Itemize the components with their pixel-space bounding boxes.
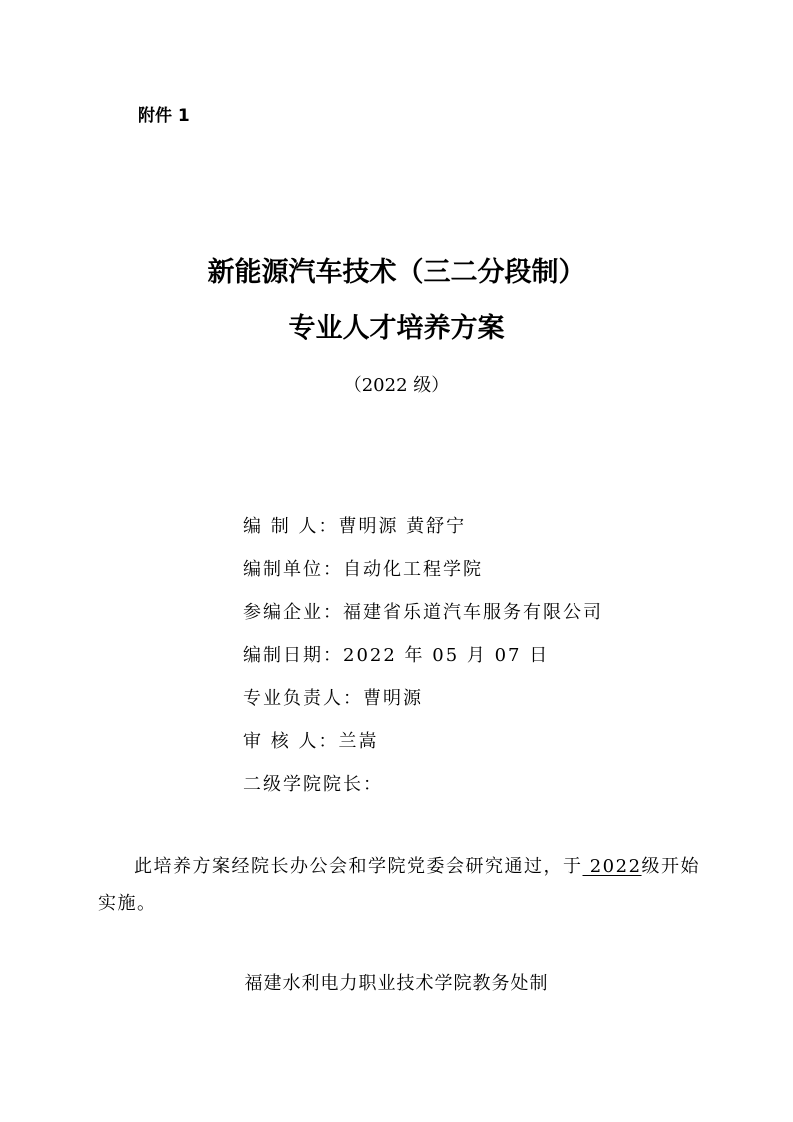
document-title-line2: 专业人才培养方案	[288, 313, 505, 344]
info-value-major-head: 曹明源	[363, 688, 423, 709]
issuer-footer: 福建水利电力职业技术学院教务处制	[244, 973, 549, 994]
info-label-reviewer: 审 核 人：	[243, 731, 339, 752]
info-label-unit: 编制单位：	[243, 559, 343, 580]
info-value-reviewer: 兰嵩	[338, 731, 379, 752]
approval-note-text-end: 级开始实施。	[98, 856, 701, 914]
info-value-enterprise: 福建省乐道汽车服务有限公司	[343, 602, 603, 623]
info-label-major-head: 专业负责人：	[243, 688, 363, 709]
info-row-dean	[243, 770, 603, 813]
info-row-compiler	[243, 512, 603, 555]
info-label-dean: 二级学院院长：	[243, 774, 383, 795]
approval-note-year: 2022	[582, 856, 642, 877]
approval-note	[98, 848, 708, 922]
info-label-enterprise: 参编企业：	[243, 602, 343, 623]
info-label-date: 编制日期：	[243, 645, 343, 666]
document-title-line1: 新能源汽车技术（三二分段制）	[207, 257, 586, 288]
info-row-major-head	[243, 684, 603, 727]
info-row-unit	[243, 555, 603, 598]
info-value-compiler: 曹明源 黄舒宁	[338, 516, 467, 537]
info-value-unit: 自动化工程学院	[343, 559, 483, 580]
info-block	[243, 512, 603, 813]
info-row-date	[243, 641, 603, 684]
attachment-label: 附件 1	[138, 106, 190, 126]
info-value-date: 2022 年 05 月 07 日	[343, 645, 550, 666]
info-row-reviewer	[243, 727, 603, 770]
info-row-enterprise	[243, 598, 603, 641]
approval-note-text: 此培养方案经院长办公会和学院党委会研究通过，于	[134, 856, 583, 877]
grade-label: （2022 级）	[343, 375, 450, 396]
info-label-compiler: 编 制 人：	[243, 516, 339, 537]
